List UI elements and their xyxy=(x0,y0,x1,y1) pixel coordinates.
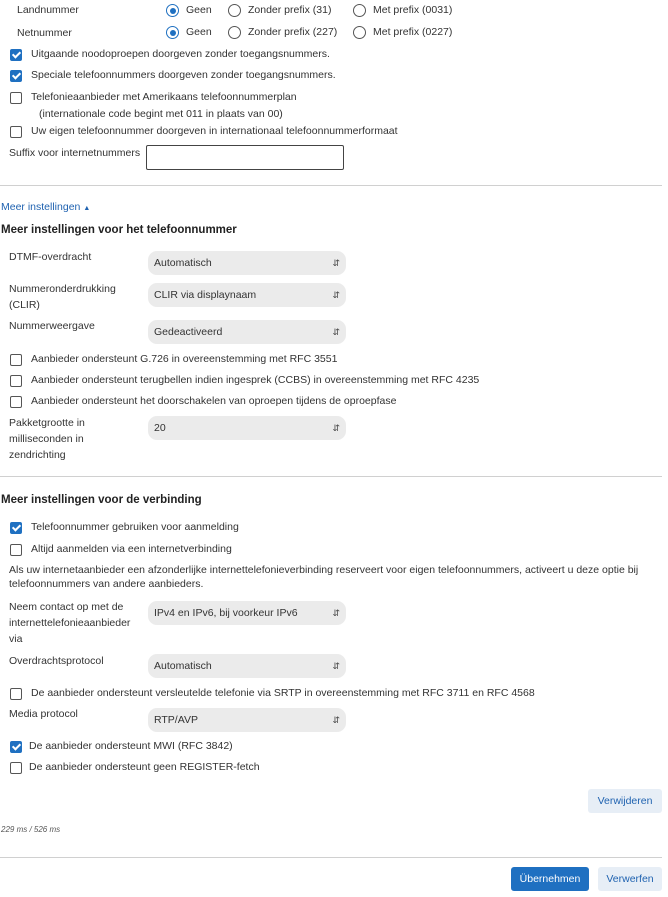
mwi-label: De aanbieder ondersteunt MWI (RFC 3842) xyxy=(29,740,233,752)
mwi-checkbox[interactable] xyxy=(10,741,22,753)
internet-checkbox[interactable] xyxy=(10,544,22,556)
register-label: De aanbieder ondersteunt geen REGISTER-fetch xyxy=(29,761,260,773)
landnummer-radio-zonder[interactable] xyxy=(228,4,241,17)
noodoproepen-label: Uitgaande noodoproepen doorgeven zonder toegangsnummers. xyxy=(31,48,330,60)
landnummer-option-zonder: Zonder prefix (31) xyxy=(248,4,332,16)
section-phone-title: Meer instellingen voor het telefoonnummer xyxy=(1,224,237,236)
updown-icon: ⇵ xyxy=(332,661,340,671)
contact-select[interactable] xyxy=(148,601,346,625)
apply-button[interactable]: Übernehmen xyxy=(511,867,589,891)
clir-label: Nummeronderdrukking (CLIR) xyxy=(9,283,116,311)
protocol-label: Overdrachtsprotocol xyxy=(9,655,104,667)
us-plan-label: Telefonieaanbieder met Amerikaans telefoonnummerplan xyxy=(31,91,297,103)
speciale-nummers-label: Speciale telefoonnummers doorgeven zonder toegangsnummers. xyxy=(31,69,336,81)
meer-instellingen-link[interactable] xyxy=(1,201,90,213)
weergave-value: Gedeactiveerd xyxy=(154,326,223,338)
register-checkbox[interactable] xyxy=(10,762,22,774)
protocol-select[interactable] xyxy=(148,654,346,678)
timing-text: 229 ms / 526 ms xyxy=(1,825,61,834)
contact-label: Neem contact op met de internettelefonieaanbieder via xyxy=(9,601,131,645)
us-plan-checkbox[interactable] xyxy=(10,92,22,104)
srtp-checkbox[interactable] xyxy=(10,688,22,700)
caret-up-icon: ▲ xyxy=(83,205,91,212)
section-conn-title: Meer instellingen voor de verbinding xyxy=(1,494,202,506)
contact-value: IPv4 en IPv6, bij voorkeur IPv6 xyxy=(154,607,298,619)
g726-checkbox[interactable] xyxy=(10,354,22,366)
g726-label: Aanbieder ondersteunt G.726 in overeenstemming met RFC 3551 xyxy=(31,353,338,365)
internet-label: Altijd aanmelden via een internetverbinding xyxy=(31,543,232,555)
clir-value: CLIR via displaynaam xyxy=(154,289,257,301)
discard-button[interactable]: Verwerfen xyxy=(598,867,662,891)
meer-instellingen-text: Meer instellingen xyxy=(1,201,81,213)
updown-icon: ⇵ xyxy=(332,423,340,433)
divider-1 xyxy=(0,185,662,186)
netnummer-option-geen: Geen xyxy=(186,26,212,38)
speciale-nummers-checkbox[interactable] xyxy=(10,70,22,82)
netnummer-option-zonder: Zonder prefix (227) xyxy=(248,26,338,38)
noodoproepen-checkbox[interactable] xyxy=(10,49,22,61)
dtmf-label: DTMF-overdracht xyxy=(9,251,92,263)
netnummer-radio-geen[interactable] xyxy=(166,26,179,39)
pakket-select[interactable] xyxy=(148,416,346,440)
netnummer-radio-zonder[interactable] xyxy=(228,26,241,39)
aanmelding-label: Telefoonnummer gebruiken voor aanmelding xyxy=(31,521,239,533)
intl-format-checkbox[interactable] xyxy=(10,126,22,138)
netnummer-option-met: Met prefix (0227) xyxy=(373,26,453,38)
landnummer-option-met: Met prefix (0031) xyxy=(373,4,453,16)
srtp-label: De aanbieder ondersteunt versleutelde telefonie via SRTP in overeenstemming met RFC 3711 en RFC 4568 xyxy=(31,687,535,699)
divider-3 xyxy=(0,857,662,858)
updown-icon: ⇵ xyxy=(332,290,340,300)
intl-format-label: Uw eigen telefoonnummer doorgeven in internationaal telefoonnummerformaat xyxy=(31,125,398,137)
info-text: Als uw internetaanbieder een afzonderlijke internettelefonieverbinding reserveert voor eigen telefoonnummers, activeert u deze optie bij telefoonnummers van andere aanbieders. xyxy=(9,564,639,590)
weergave-label: Nummerweergave xyxy=(9,320,95,332)
pakket-value: 20 xyxy=(154,422,166,434)
suffix-label: Suffix voor internetnummers xyxy=(9,147,141,159)
netnummer-radio-met[interactable] xyxy=(353,26,366,39)
doorschakelen-checkbox[interactable] xyxy=(10,396,22,408)
pakket-label: Pakketgrootte in milliseconden in zendrichting xyxy=(9,417,85,461)
us-plan-note: (internationale code begint met 011 in plaats van 00) xyxy=(39,108,283,120)
weergave-select[interactable] xyxy=(148,320,346,344)
remove-button[interactable]: Verwijderen xyxy=(588,789,662,813)
netnummer-label: Netnummer xyxy=(17,27,72,39)
ccbs-label: Aanbieder ondersteunt terugbellen indien ingesprek (CCBS) in overeenstemming met RFC 4235 xyxy=(31,374,480,386)
media-value: RTP/AVP xyxy=(154,714,198,726)
landnummer-radio-geen[interactable] xyxy=(166,4,179,17)
protocol-value: Automatisch xyxy=(154,660,212,672)
dtmf-select[interactable] xyxy=(148,251,346,275)
media-label: Media protocol xyxy=(9,708,78,720)
updown-icon: ⇵ xyxy=(332,258,340,268)
suffix-input[interactable] xyxy=(146,145,344,170)
updown-icon: ⇵ xyxy=(332,608,340,618)
updown-icon: ⇵ xyxy=(332,327,340,337)
clir-select[interactable] xyxy=(148,283,346,307)
doorschakelen-label: Aanbieder ondersteunt het doorschakelen van oproepen tijdens de oproepfase xyxy=(31,395,397,407)
divider-2 xyxy=(0,476,662,477)
dtmf-value: Automatisch xyxy=(154,257,212,269)
landnummer-label: Landnummer xyxy=(17,4,79,16)
landnummer-radio-met[interactable] xyxy=(353,4,366,17)
updown-icon: ⇵ xyxy=(332,715,340,725)
aanmelding-checkbox[interactable] xyxy=(10,522,22,534)
ccbs-checkbox[interactable] xyxy=(10,375,22,387)
media-select[interactable] xyxy=(148,708,346,732)
landnummer-option-geen: Geen xyxy=(186,4,212,16)
